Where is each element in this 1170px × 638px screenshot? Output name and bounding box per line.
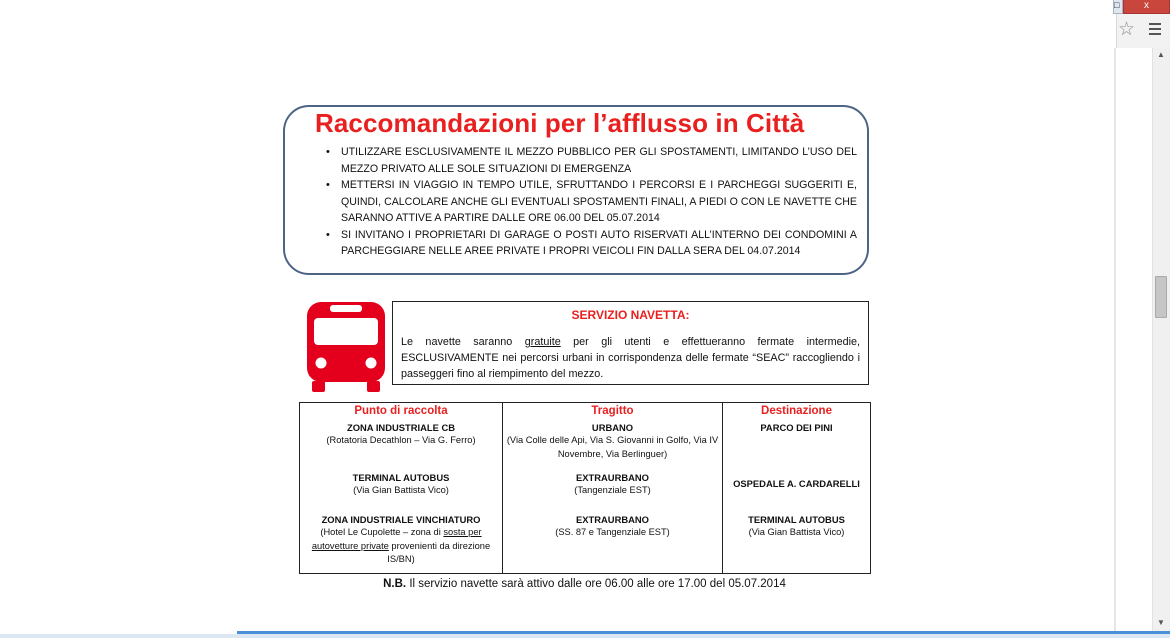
close-window-button[interactable]: x [1123,0,1170,14]
shuttle-routes-table [299,402,871,574]
header-route: Tragitto [503,403,723,421]
page-edge [1114,48,1116,634]
destination-name: OSPEDALE A. CARDARELLI [733,477,860,489]
shuttle-text-free: gratuite [524,336,561,348]
recommendations-title: Raccomandazioni per l’afflusso in Città [315,108,805,138]
route-entry [506,513,719,559]
bookmark-star-icon[interactable]: ☆ [1118,19,1136,40]
pickup-column [300,421,503,574]
recommendation-item: • UTILIZZARE ESCLUSIVAMENTE IL MEZZO PUBBLICO PER GLI SPOSTAMENTI, LIMITANDO L’USO DEL MEZZO PRIVATO ALLE SOLE SITUAZIONI DI EMERGENZA [305,144,857,177]
route-detail: (SS. 87 e Tangenziale EST) [555,527,670,537]
header-destination: Destinazione [723,403,871,421]
route-column [503,421,723,574]
bus-icon [306,299,386,393]
destination-entry [726,421,867,471]
route-detail: (Tangenziale EST) [574,485,651,495]
recommendations-list [305,144,857,260]
shuttle-service-title: SERVIZIO NAVETTA: [571,308,690,322]
shuttle-text-part: per gli utenti e effettueranno fermate intermedie, ESCLUSIVAMENTE nei percorsi urbani in corrispondenza delle fermate “SEAC” raccogliendo i passeggeri fino al riempimento del mezzo. [401,336,860,380]
scroll-up-arrow-icon[interactable]: ▲ [1157,50,1165,59]
pickup-point [303,421,499,471]
service-hours-note [300,578,869,590]
header-pickup: Punto di raccolta [300,403,503,421]
pickup-detail-part: provenienti da direzione IS/BN) [387,540,491,564]
shuttle-text-part: Le navette saranno [401,336,525,348]
scroll-down-arrow-icon[interactable]: ▼ [1157,618,1165,627]
recommendations-box [283,105,869,275]
pickup-name: ZONA INDUSTRIALE VINCHIATURO [321,513,481,525]
recommendation-item: • METTERSI IN VIAGGIO IN TEMPO UTILE, SFRUTTANDO I PERCORSI E I PARCHEGGI SUGGERITI E, QUINDI, CALCOLARE ANCHE GLI EVENTUALI SPOSTAMENTI FINALI, A PIEDI O CON LE NAVETTE CHE SARANNO ATTIVE A PARTIRE DALLE ORE 06.00 DEL 05.07.2014 [305,177,857,227]
maximize-button[interactable]: □ [1113,0,1123,14]
pickup-name: TERMINAL AUTOBUS [352,471,450,483]
route-detail: (Via Colle delle Api, Via S. Giovanni in Golfo, Via IV Novembre, Via Berlinguer) [506,435,719,459]
recommendation-item: • SI INVITANO I PROPRIETARI DI GARAGE O POSTI AUTO RISERVATI ALL’INTERNO DEI CONDOMINI A PARCHEGGIARE NELLE AREE PRIVATE I PROPRI VEICOLI FIN DALLA SERA DEL 04.07.2014 [305,227,857,260]
note-prefix: N.B. [383,578,407,590]
browser-menu-icon[interactable] [1149,23,1161,35]
destination-entry [726,471,867,513]
pickup-detail: (Via Gian Battista Vico) [353,485,449,495]
vertical-scrollbar[interactable] [1152,48,1170,634]
shuttle-service-text [401,334,860,382]
destination-name: PARCO DEI PINI [760,421,833,433]
pickup-detail-part: (Hotel Le Cupolette – zona di [320,527,444,537]
pickup-point [303,471,499,513]
pickup-detail [303,526,499,567]
destination-entry [726,513,867,559]
destination-detail: (Via Gian Battista Vico) [748,527,845,537]
pickup-point [303,513,499,564]
shuttle-service-box [392,301,869,385]
route-name: EXTRAURBANO [576,513,649,525]
destination-name: TERMINAL AUTOBUS [748,513,845,525]
route-name: EXTRAURBANO [576,471,649,483]
route-entry [506,471,719,513]
destination-column [723,421,871,574]
scrollbar-thumb[interactable] [1155,276,1167,318]
pickup-detail: (Rotatoria Decathlon – Via G. Ferro) [326,435,476,445]
pickup-name: ZONA INDUSTRIALE CB [347,421,455,433]
note-text: Il servizio navette sarà attivo dalle ore 06.00 alle ore 17.00 del 05.07.2014 [406,578,786,590]
route-name: URBANO [591,421,634,433]
pickup-detail-underlined: sosta per autovetture private [311,527,482,551]
route-entry [506,421,719,471]
taskbar-strip [0,634,1170,638]
